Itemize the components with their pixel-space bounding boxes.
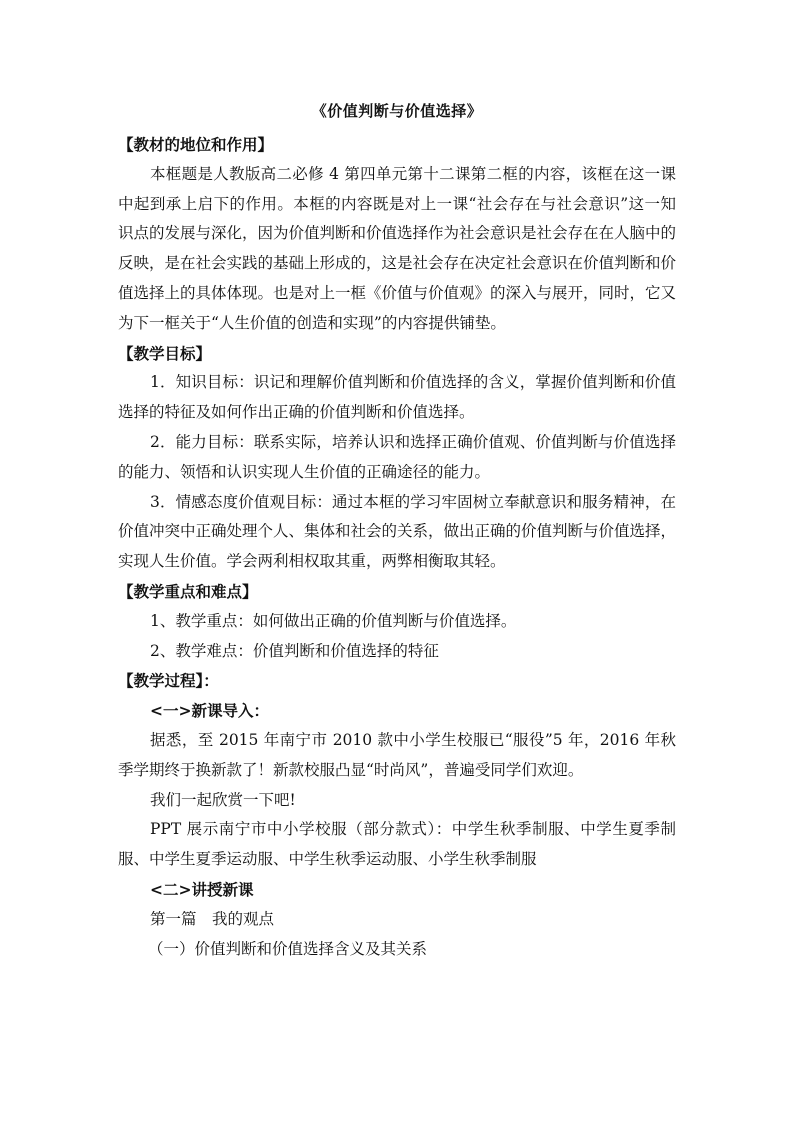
difficult-point: 2、教学难点：价值判断和价值选择的特征	[150, 641, 439, 660]
document-title: 《价值判断与价值选择》	[311, 102, 483, 120]
subheading-new-lesson: <二>讲授新课	[150, 879, 254, 899]
paragraph-intro-appreciate: 我们一起欣赏一下吧!	[150, 790, 296, 809]
line-meaning-relation: （一）价值判断和价值选择含义及其关系	[148, 939, 428, 958]
objective-emotion: 3．情感态度价值观目标：通过本框的学习牢固树立奉献意识和服务精神，在价值冲突中正确处理个人、集体和社会的关系，做出正确的价值判断与价值选择，实现人生价值。学会两利相权取其重，两弊相衡取其轻。	[118, 492, 677, 571]
section-heading-objectives: 【教学目标】	[118, 343, 212, 363]
section-heading-key-points: 【教学重点和难点】	[118, 581, 258, 601]
objective-knowledge: 1．知识目标：识记和理解价值判断和价值选择的含义，掌握价值判断和价值选择的特征及如何作出正确的价值判断和价值选择。	[118, 373, 676, 422]
paragraph-intro-ppt: PPT 展示南宁市中小学校服（部分款式）：中学生秋季制服、中学生夏季制服、中学生夏季运动服、中学生秋季运动服、小学生秋季制服	[118, 820, 676, 869]
section-heading-textbook-role: 【教材的地位和作用】	[118, 135, 274, 154]
line-chapter-one: 第一篇 我的观点	[150, 909, 275, 928]
paragraph-textbook-role: 本框题是人教版高二必修 4 第四单元第十二课第二框的内容，该框在这一课中起到承上启下的作用。本框的内容既是对上一课“社会存在与社会意识”这一知识点的发展与深化，因为价值判断和价值选择作为社会意识是社会存在在人脑中的反映，是在社会实践的基础上形成的，这是社会存在决定社会意识在价值判断和价值选择上的具体体现。也是对上一框《价值与价值观》的深入与展开，同时，它又为下一框关于“人生价值的创造和实现”的内容提供铺垫。	[118, 164, 677, 332]
paragraph-intro-news: 据悉，至 2015 年南宁市 2010 款中小学生校服已“服役”5 年，2016 年秋季学期终于换新款了！新款校服凸显“时尚风”，普遍受同学们欢迎。	[118, 730, 676, 779]
key-point: 1、教学重点：如何做出正确的价值判断与价值选择。	[150, 611, 517, 630]
subheading-intro: <一>新课导入：	[150, 701, 269, 721]
section-heading-process: 【教学过程】：	[118, 671, 219, 691]
objective-ability: 2．能力目标：联系实际，培养认识和选择正确价值观、价值判断与价值选择的能力、领悟和认识实现人生价值的正确途径的能力。	[118, 432, 676, 481]
document-body	[118, 130, 676, 964]
